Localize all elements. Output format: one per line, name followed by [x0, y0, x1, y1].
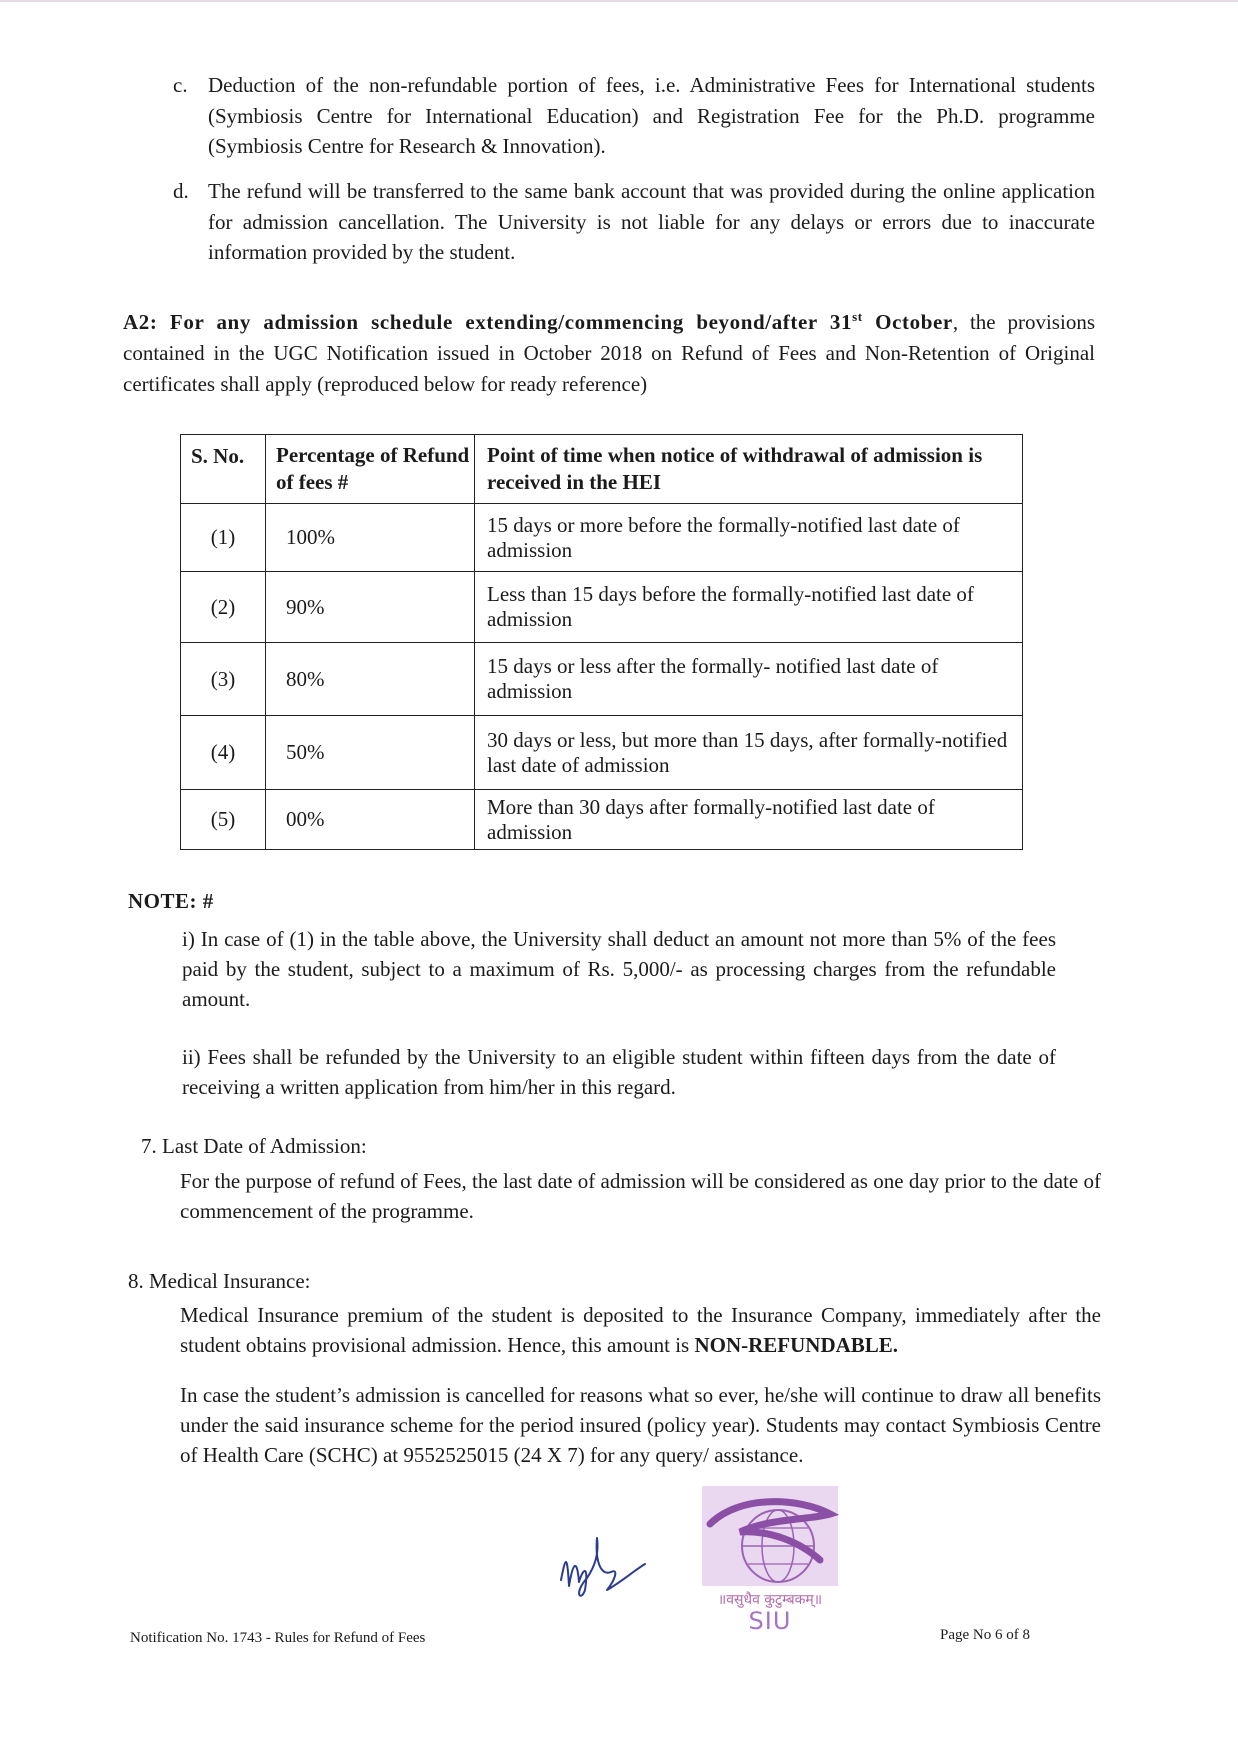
- cell-sno: (2): [181, 572, 266, 643]
- a2-lead-superscript: st: [852, 309, 863, 324]
- table-row: [181, 716, 1023, 790]
- clause-text: Deduction of the non-refundable portion of fees, i.e. Administrative Fees for International students (Symbiosis Centre for International Education) and Registration Fee for the Ph.D. programme (Symbiosis Centre for Research & Innovation).: [208, 73, 1095, 158]
- note-item-1: i) In case of (1) in the table above, the University shall deduct an amount not more than 5% of the fees paid by the student, subject to a maximum of Rs. 5,000/- as processing charges from the refundable amount.: [182, 927, 1056, 1011]
- cell-time: 15 days or more before the formally-notified last date of admission: [475, 504, 1023, 572]
- a2-text: , the provisions contained in the UGC Notification issued in October 2018 on Refund of Fees and Non-Retention of Original certificates shall apply (reproduced below for ready reference): [123, 310, 1095, 396]
- section-8-heading: 8. Medical Insurance:: [128, 1269, 311, 1293]
- table-row: [181, 504, 1023, 572]
- footer-page-number: Page No 6 of 8: [940, 1627, 1030, 1643]
- clause-marker: d.: [173, 179, 189, 203]
- cell-percentage: 90%: [266, 572, 475, 643]
- header-sno: S. No.: [181, 435, 266, 504]
- section-8-text-1-body: Medical Insurance premium of the student is deposited to the Insurance Company, immediately after the student obtains provisional admission. Hence, this amount is: [180, 1303, 1101, 1357]
- cell-sno: (5): [181, 790, 266, 850]
- cell-sno: (4): [181, 716, 266, 790]
- section-7-heading: 7. Last Date of Admission:: [141, 1134, 367, 1158]
- section-8-text-2: In case the student’s admission is cancelled for reasons what so ever, he/she will continue to draw all benefits under the said insurance scheme for the period insured (policy year). Students may contact Symbiosis Centre of Health Care (SCHC) at 9552525015 (24 X 7) for any query/ assistance.: [180, 1383, 1101, 1467]
- cell-percentage: 50%: [266, 716, 475, 790]
- cell-percentage: 00%: [266, 790, 475, 850]
- a2-lead: [123, 310, 953, 334]
- refund-table: [180, 434, 1023, 850]
- cell-sno: (1): [181, 504, 266, 572]
- section-8-text-1: [180, 1300, 1101, 1360]
- footer-notification: Notification No. 1743 - Rules for Refund of Fees: [130, 1630, 426, 1646]
- cell-sno: (3): [181, 643, 266, 716]
- clause-marker: c.: [173, 73, 188, 97]
- table-row: [181, 643, 1023, 716]
- note-item-2: ii) Fees shall be refunded by the University to an eligible student within fifteen days from the date of receiving a written application from him/her in this regard.: [182, 1045, 1056, 1099]
- table-row: [181, 790, 1023, 850]
- cell-time: Less than 15 days before the formally-notified last date of admission: [475, 572, 1023, 643]
- header-time: Point of time when notice of withdrawal of admission is received in the HEI: [475, 435, 1023, 504]
- seal-motto: ॥वसुधैव कुटुम्बकम्॥: [717, 1592, 823, 1608]
- clause-d: [173, 176, 1095, 271]
- a2-paragraph: [123, 307, 1095, 400]
- seal-name: SIU: [748, 1607, 792, 1635]
- signature-mark: [555, 1520, 655, 1620]
- a2-lead-text: A2: For any admission schedule extending/commencing beyond/after 31: [123, 310, 853, 334]
- section-7-text: For the purpose of refund of Fees, the last date of admission will be considered as one day prior to the date of commencement of the programme.: [180, 1169, 1101, 1223]
- clause-c: [173, 70, 1095, 165]
- cell-time: More than 30 days after formally-notified last date of admission: [475, 790, 1023, 850]
- table-row: [181, 572, 1023, 643]
- cell-percentage: 80%: [266, 643, 475, 716]
- cell-time: 30 days or less, but more than 15 days, after formally-notified last date of admission: [475, 716, 1023, 790]
- a2-lead-month: October: [862, 310, 953, 334]
- note-heading: NOTE: #: [128, 889, 214, 913]
- cell-time: 15 days or less after the formally- notified last date of admission: [475, 643, 1023, 716]
- non-refundable-label: NON-REFUNDABLE.: [694, 1333, 899, 1357]
- table-header-row: [181, 435, 1023, 504]
- cell-percentage: 100%: [266, 504, 475, 572]
- header-percentage: Percentage of Refund of fees #: [266, 435, 475, 504]
- clause-text: The refund will be transferred to the same bank account that was provided during the online application for admission cancellation. The University is not liable for any delays or errors due to inaccurate information provided by the student.: [208, 179, 1095, 264]
